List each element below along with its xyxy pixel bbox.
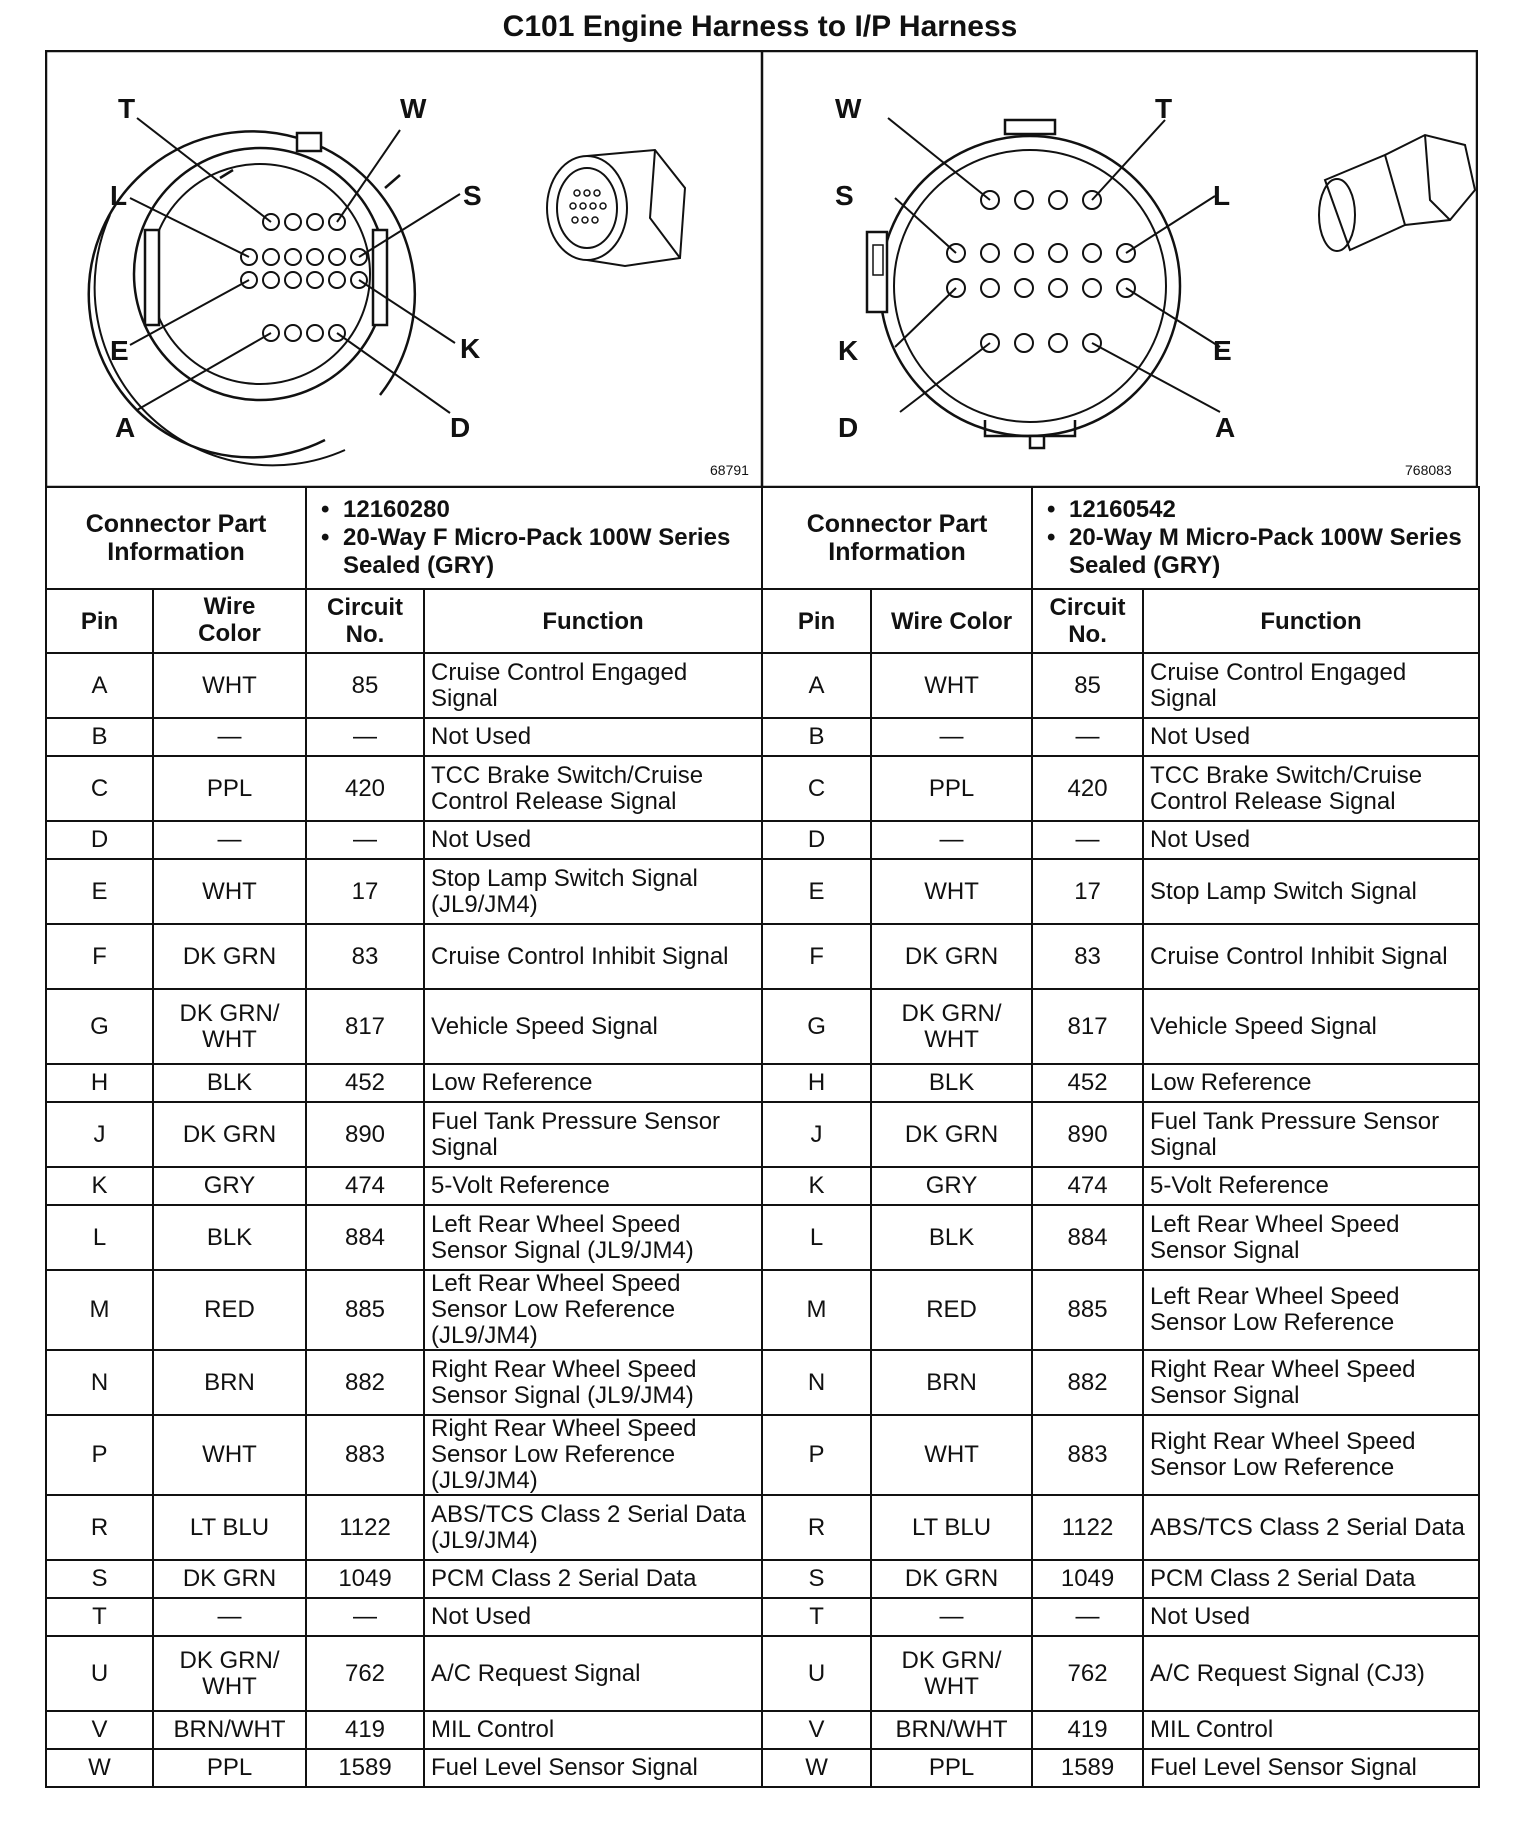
circuit-cell: 419 [1032,1711,1143,1749]
wire-color-cell: BRN/WHT [871,1711,1032,1749]
pin-cell: F [762,924,871,989]
wire-color-cell: DK GRN [153,1102,306,1167]
circuit-cell: 762 [306,1636,424,1711]
function-cell: Not Used [424,718,762,756]
left-callout-k: K [460,333,481,364]
pin-cell: P [46,1415,153,1495]
pin-cell: W [46,1749,153,1787]
pin-cell: P [762,1415,871,1495]
wire-color-cell: WHT [871,1415,1032,1495]
table-row [46,1064,1479,1102]
table-row [46,1749,1479,1787]
function-cell: ABS/TCS Class 2 Serial Data [1143,1495,1479,1560]
table-row [46,1598,1479,1636]
pin-cell: L [46,1205,153,1270]
function-cell: Left Rear Wheel Speed Sensor Signal (JL9/JM4) [424,1205,762,1270]
table-row [46,1495,1479,1560]
wire-color-cell: BRN [871,1350,1032,1415]
right-part-label: Connector Part Information [762,487,1032,589]
circuit-cell: 890 [306,1102,424,1167]
left-callout-a: A [115,412,136,443]
circuit-cell: 420 [1032,756,1143,821]
pin-cell: L [762,1205,871,1270]
header-function: Function [1143,589,1479,653]
circuit-cell: 452 [306,1064,424,1102]
circuit-cell: 883 [1032,1415,1143,1495]
function-cell: Cruise Control Inhibit Signal [1143,924,1479,989]
wire-color-cell: BRN/WHT [153,1711,306,1749]
pin-cell: G [46,989,153,1064]
function-cell: A/C Request Signal [424,1636,762,1711]
wire-color-cell: DK GRN [153,924,306,989]
left-part-number: 12160280 [343,496,450,523]
pin-cell: S [46,1560,153,1598]
right-callout-k: K [838,335,859,366]
left-callout-w: W [400,93,427,124]
function-cell: Not Used [424,821,762,859]
circuit-cell: 1122 [306,1495,424,1560]
pin-cell: V [762,1711,871,1749]
header-circuit: Circuit No. [306,589,424,653]
table-row [46,1711,1479,1749]
wire-color-cell: — [153,718,306,756]
circuit-cell: 85 [1032,653,1143,718]
pin-cell: A [762,653,871,718]
wire-color-cell: WHT [871,653,1032,718]
wire-color-cell: BLK [871,1064,1032,1102]
wire-color-cell: PPL [871,756,1032,821]
table-row [46,1350,1479,1415]
header-wire-color: Wire Color [871,589,1032,653]
table-row [46,924,1479,989]
left-callout-d: D [450,412,471,443]
right-callout-e: E [1213,335,1232,366]
circuit-cell: — [306,718,424,756]
circuit-cell: 762 [1032,1636,1143,1711]
wire-color-cell: BRN [153,1350,306,1415]
table-row [46,989,1479,1064]
table-row [46,1270,1479,1350]
header-wire-color: Wire Color [153,589,306,653]
function-cell: Not Used [1143,1598,1479,1636]
circuit-cell: — [1032,1598,1143,1636]
circuit-cell: 1589 [306,1749,424,1787]
circuit-cell: 890 [1032,1102,1143,1167]
pin-cell: S [762,1560,871,1598]
function-cell: PCM Class 2 Serial Data [1143,1560,1479,1598]
table-row [46,1415,1479,1495]
circuit-cell: 419 [306,1711,424,1749]
function-cell: MIL Control [1143,1711,1479,1749]
wire-color-cell: RED [871,1270,1032,1350]
circuit-cell: — [306,821,424,859]
function-cell: TCC Brake Switch/Cruise Control Release Signal [1143,756,1479,821]
circuit-cell: 817 [306,989,424,1064]
pin-cell: R [762,1495,871,1560]
circuit-cell: 1049 [306,1560,424,1598]
wire-color-cell: — [871,821,1032,859]
circuit-cell: 83 [306,924,424,989]
left-part-description: 20-Way F Micro-Pack 100W Series Sealed (GRY) [343,524,731,579]
wire-color-cell: — [871,718,1032,756]
right-part-number: 12160542 [1069,496,1176,523]
function-cell: ABS/TCS Class 2 Serial Data (JL9/JM4) [424,1495,762,1560]
circuit-cell: 882 [306,1350,424,1415]
circuit-cell: — [306,1598,424,1636]
circuit-cell: 883 [306,1415,424,1495]
function-cell: 5-Volt Reference [1143,1167,1479,1205]
function-cell: Not Used [1143,821,1479,859]
right-callout-t: T [1155,93,1173,124]
left-figure-id: 68791 [710,462,749,478]
circuit-cell: 420 [306,756,424,821]
function-cell: Left Rear Wheel Speed Sensor Low Reference [1143,1270,1479,1350]
function-cell: Fuel Tank Pressure Sensor Signal [424,1102,762,1167]
header-row [46,589,1479,653]
function-cell: PCM Class 2 Serial Data [424,1560,762,1598]
wire-color-cell: WHT [153,859,306,924]
wire-color-cell: GRY [871,1167,1032,1205]
circuit-cell: 474 [1032,1167,1143,1205]
function-cell: A/C Request Signal (CJ3) [1143,1636,1479,1711]
pin-cell: U [46,1636,153,1711]
circuit-cell: 882 [1032,1350,1143,1415]
wire-color-cell: — [153,821,306,859]
function-cell: Stop Lamp Switch Signal (JL9/JM4) [424,859,762,924]
circuit-cell: 452 [1032,1064,1143,1102]
function-cell: Vehicle Speed Signal [1143,989,1479,1064]
function-cell: Stop Lamp Switch Signal [1143,859,1479,924]
right-callout-s: S [835,180,854,211]
right-figure-id: 768083 [1405,462,1452,478]
function-cell: Not Used [1143,718,1479,756]
pin-cell: A [46,653,153,718]
pin-cell: K [46,1167,153,1205]
function-cell: Cruise Control Engaged Signal [424,653,762,718]
pin-cell: H [46,1064,153,1102]
function-cell: Vehicle Speed Signal [424,989,762,1064]
table-row [46,1560,1479,1598]
circuit-cell: 817 [1032,989,1143,1064]
function-cell: TCC Brake Switch/Cruise Control Release Signal [424,756,762,821]
pin-cell: H [762,1064,871,1102]
circuit-cell: 1049 [1032,1560,1143,1598]
circuit-cell: 1122 [1032,1495,1143,1560]
wire-color-cell: PPL [153,756,306,821]
pin-cell: F [46,924,153,989]
function-cell: Fuel Level Sensor Signal [1143,1749,1479,1787]
wire-color-cell: BLK [153,1205,306,1270]
pin-cell: B [762,718,871,756]
table-row [46,821,1479,859]
function-cell: Fuel Level Sensor Signal [424,1749,762,1787]
header-function: Function [424,589,762,653]
pin-cell: E [46,859,153,924]
right-callout-l: L [1213,180,1231,211]
right-callout-a: A [1215,412,1236,443]
wire-color-cell: GRY [153,1167,306,1205]
function-cell: Right Rear Wheel Speed Sensor Low Reference (JL9/JM4) [424,1415,762,1495]
right-callout-d: D [838,412,859,443]
header-pin: Pin [46,589,153,653]
circuit-cell: 85 [306,653,424,718]
pin-cell: T [46,1598,153,1636]
pin-cell: M [46,1270,153,1350]
header-circuit: Circuit No. [1032,589,1143,653]
circuit-cell: 474 [306,1167,424,1205]
pin-cell: K [762,1167,871,1205]
function-cell: 5-Volt Reference [424,1167,762,1205]
circuit-cell: 885 [1032,1270,1143,1350]
wire-color-cell: RED [153,1270,306,1350]
wire-color-cell: WHT [871,859,1032,924]
left-callout-e: E [110,335,129,366]
left-part-label: Connector Part Information [46,487,306,589]
wire-color-cell: BLK [871,1205,1032,1270]
function-cell: Fuel Tank Pressure Sensor Signal [1143,1102,1479,1167]
function-cell: Right Rear Wheel Speed Sensor Low Reference [1143,1415,1479,1495]
wire-color-cell: — [871,1598,1032,1636]
wire-color-cell: — [153,1598,306,1636]
table-row [46,1167,1479,1205]
function-cell: Cruise Control Engaged Signal [1143,653,1479,718]
left-callout-s: S [463,180,482,211]
function-cell: Cruise Control Inhibit Signal [424,924,762,989]
wire-color-cell: DK GRN [871,1102,1032,1167]
wire-color-cell: DK GRN/ WHT [153,989,306,1064]
left-callout-l: L [110,180,128,211]
circuit-cell: — [1032,718,1143,756]
function-cell: Left Rear Wheel Speed Sensor Signal [1143,1205,1479,1270]
circuit-cell: 17 [1032,859,1143,924]
right-part-info: • 12160542 • 20-Way M Micro-Pack 100W Series Sealed (GRY) [1032,487,1479,589]
pin-cell: J [762,1102,871,1167]
right-part-description: 20-Way M Micro-Pack 100W Series Sealed (GRY) [1069,524,1462,579]
table-row [46,1205,1479,1270]
table-row [46,653,1479,718]
right-callout-w: W [835,93,862,124]
wire-color-cell: WHT [153,1415,306,1495]
circuit-cell: 17 [306,859,424,924]
circuit-cell: 83 [1032,924,1143,989]
wire-color-cell: WHT [153,653,306,718]
wire-color-cell: DK GRN/ WHT [871,1636,1032,1711]
wire-color-cell: PPL [153,1749,306,1787]
wire-color-cell: LT BLU [871,1495,1032,1560]
pin-cell: D [46,821,153,859]
pin-cell: N [762,1350,871,1415]
header-pin: Pin [762,589,871,653]
pinout-table [45,486,1480,1788]
function-cell: Left Rear Wheel Speed Sensor Low Reference (JL9/JM4) [424,1270,762,1350]
circuit-cell: — [1032,821,1143,859]
connector-diagrams [45,50,1478,488]
function-cell: Not Used [424,1598,762,1636]
pin-cell: E [762,859,871,924]
pin-cell: C [762,756,871,821]
function-cell: Low Reference [424,1064,762,1102]
pin-cell: D [762,821,871,859]
circuit-cell: 884 [1032,1205,1143,1270]
pin-cell: W [762,1749,871,1787]
pin-cell: N [46,1350,153,1415]
page-title: C101 Engine Harness to I/P Harness [502,10,1018,43]
left-part-info: • 12160280 • 20-Way F Micro-Pack 100W Series Sealed (GRY) [306,487,762,589]
function-cell: Right Rear Wheel Speed Sensor Signal [1143,1350,1479,1415]
table-row [46,859,1479,924]
pin-cell: U [762,1636,871,1711]
function-cell: MIL Control [424,1711,762,1749]
table-row [46,1636,1479,1711]
left-callout-t: T [118,93,136,124]
pin-cell: J [46,1102,153,1167]
table-row [46,1102,1479,1167]
circuit-cell: 885 [306,1270,424,1350]
pin-cell: M [762,1270,871,1350]
function-cell: Low Reference [1143,1064,1479,1102]
table-row [46,756,1479,821]
pin-cell: T [762,1598,871,1636]
function-cell: Right Rear Wheel Speed Sensor Signal (JL9/JM4) [424,1350,762,1415]
wire-color-cell: LT BLU [153,1495,306,1560]
part-info-row [46,487,1479,589]
wire-color-cell: DK GRN/ WHT [153,1636,306,1711]
wire-color-cell: PPL [871,1749,1032,1787]
pin-cell: G [762,989,871,1064]
wire-color-cell: DK GRN [871,1560,1032,1598]
pin-cell: B [46,718,153,756]
table-row [46,718,1479,756]
wire-color-cell: DK GRN/ WHT [871,989,1032,1064]
wire-color-cell: DK GRN [871,924,1032,989]
pin-cell: R [46,1495,153,1560]
wire-color-cell: BLK [153,1064,306,1102]
pin-cell: C [46,756,153,821]
circuit-cell: 884 [306,1205,424,1270]
circuit-cell: 1589 [1032,1749,1143,1787]
wire-color-cell: DK GRN [153,1560,306,1598]
pin-cell: V [46,1711,153,1749]
